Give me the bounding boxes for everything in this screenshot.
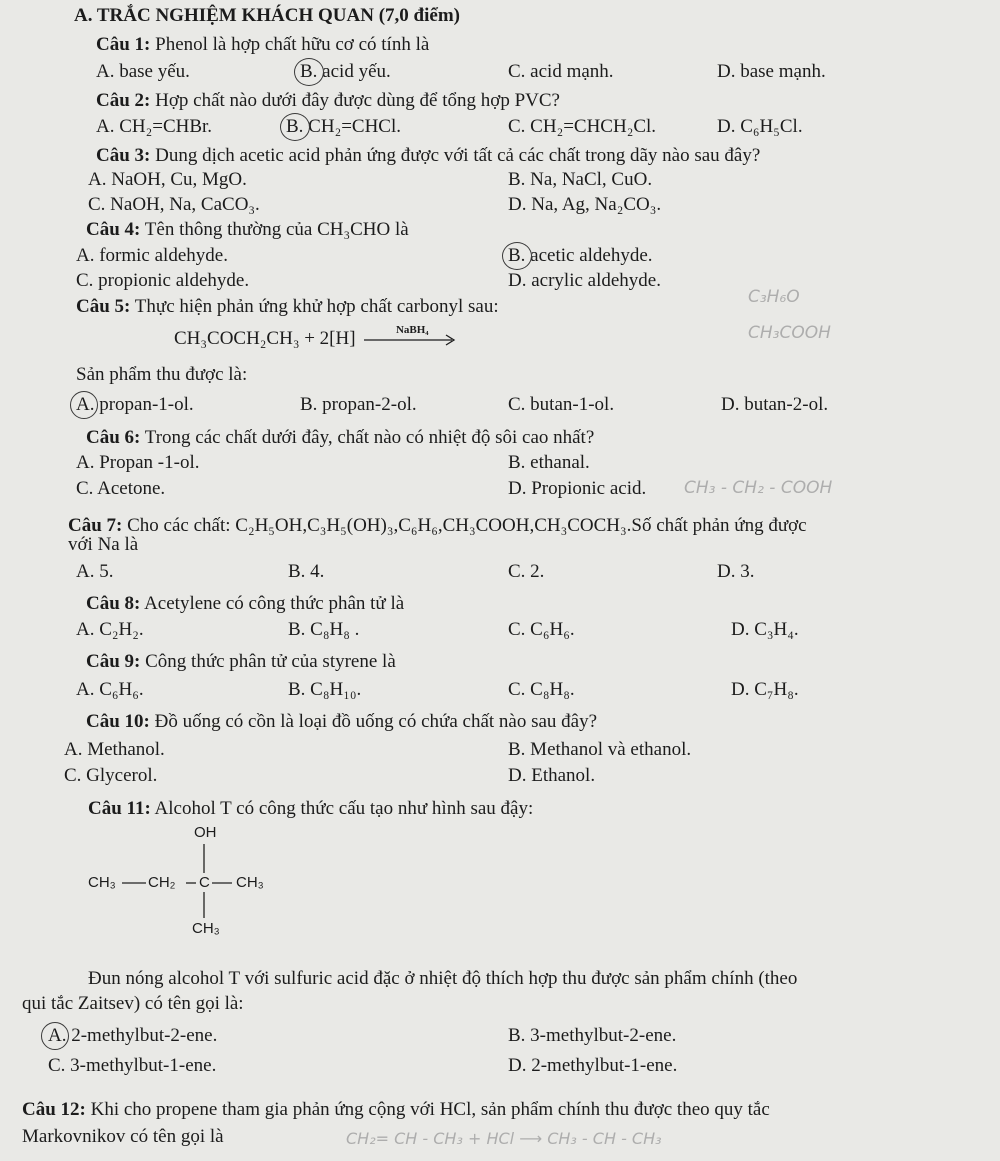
q5-product-prompt: Sản phẩm thu được là: [76,364,248,385]
question-text: Alcohol T có công thức cấu tạo như hình sau đậy: [154,798,534,819]
q7-option-c[interactable]: C. 2. [508,561,545,582]
question-label: Câu 12: [22,1099,86,1120]
question-12 [22,1098,770,1122]
q2-option-a[interactable]: A. CH₂=CHBr. [96,116,213,137]
q6-option-d[interactable]: D. Propionic acid. [508,478,647,499]
reaction-reagent: NaBH₄ [395,323,429,336]
question-9 [86,650,396,674]
q3-option-c[interactable]: C. NaOH, Na, CaCO₃. [88,194,260,215]
q4-option-a[interactable]: A. formic aldehyde. [76,245,228,266]
section-title: A. TRẮC NGHIỆM KHÁCH QUAN (7,0 điểm) [74,5,460,26]
q1-option-d[interactable]: D. base mạnh. [717,61,826,82]
q1-option-b[interactable]: B. acid yếu. [300,61,391,82]
reaction-reactants: CH₃COCH₂CH₃ + 2[H] [174,328,356,349]
handwritten-note: CH₃ - CH₂ - COOH [684,478,833,498]
formula-ch2: CH₂ [148,874,176,891]
q6-option-c[interactable]: C. Acetone. [76,478,166,499]
question-label: Câu 1: [96,34,151,55]
q9-option-d[interactable]: D. C₇H₈. [731,679,799,700]
q3-option-d[interactable]: D. Na, Ag, Na₂CO₃. [508,194,662,215]
question-text: Dung dịch acetic acid phản ứng được với tất cả các chất trong dãy nào sau đây? [155,145,761,166]
formula-c-center: C [199,874,210,891]
formula-ch3-bottom: CH₃ [192,920,220,937]
question-7-cont: với Na là [68,534,139,555]
q6-option-a[interactable]: A. Propan -1-ol. [76,452,200,473]
q4-option-b[interactable]: B. acetic aldehyde. [508,245,653,266]
q4-option-d[interactable]: D. acrylic aldehyde. [508,270,661,291]
q7-option-d[interactable]: D. 3. [717,561,755,582]
q3-option-a[interactable]: A. NaOH, Cu, MgO. [88,169,247,190]
q8-option-d[interactable]: D. C₃H₄. [731,619,799,640]
formula-ch3-right: CH₃ [236,874,264,891]
q5-option-b[interactable]: B. propan-2-ol. [300,394,417,415]
question-6 [86,426,594,450]
q5-option-d[interactable]: D. butan-2-ol. [721,394,829,415]
question-text: Công thức phân tử của styrene là [145,651,396,672]
question-text: Khi cho propene tham gia phản ứng cộng với HCl, sản phẩm chính thu được theo quy tắc [90,1099,770,1120]
q11-option-c[interactable]: C. 3-methylbut-1-ene. [48,1055,217,1076]
question-label: Câu 4: [86,219,141,240]
q9-option-b[interactable]: B. C₈H₁₀. [288,679,362,700]
q9-option-c[interactable]: C. C₈H₈. [508,679,575,700]
formula-ch3-left: CH₃ [88,874,116,891]
question-11 [88,797,533,821]
answer-circle [502,242,532,270]
q5-option-a[interactable]: A. propan-1-ol. [76,394,194,415]
q10-option-b[interactable]: B. Methanol và ethanol. [508,739,692,760]
question-text: Acetylene có công thức phân tử là [144,593,405,614]
q9-option-a[interactable]: A. C₆H₆. [76,679,144,700]
answer-circle [41,1022,69,1050]
question-label: Câu 2: [96,90,151,111]
q11-option-b[interactable]: B. 3-methylbut-2-ene. [508,1025,677,1046]
question-label: Câu 8: [86,593,141,614]
question-label: Câu 6: [86,427,141,448]
q7-option-b[interactable]: B. 4. [288,561,325,582]
question-5 [76,295,499,319]
q5-option-c[interactable]: C. butan-1-ol. [508,394,615,415]
q2-option-d[interactable]: D. C₆H₅Cl. [717,116,803,137]
question-text: Trong các chất dưới đây, chất nào có nhiệt độ sôi cao nhất? [144,427,595,448]
q8-option-c[interactable]: C. C₆H₆. [508,619,575,640]
q2-option-b[interactable]: B. CH₂=CHCl. [286,116,402,137]
q6-option-b[interactable]: B. ethanal. [508,452,590,473]
q11-option-a[interactable]: A. 2-methylbut-2-ene. [48,1025,218,1046]
question-label: Câu 5: [76,296,131,317]
answer-circle [294,58,324,86]
q8-option-a[interactable]: A. C₂H₂. [76,619,144,640]
question-11-cont: Đun nóng alcohol T với sulfuric acid đặc ở nhiệt độ thích hợp thu được sản phẩm chính (theo [88,968,798,989]
question-text: Tên thông thường của CH₃CHO là [144,219,409,240]
question-text: Thực hiện phản ứng khử hợp chất carbonyl sau: [134,296,499,317]
reaction-arrow [364,323,460,350]
question-4 [86,218,409,242]
q2-option-c[interactable]: C. CH₂=CHCH₂Cl. [508,116,657,137]
question-label: Câu 9: [86,651,141,672]
question-12-cont: Markovnikov có tên gọi là [22,1126,224,1147]
q1-option-c[interactable]: C. acid mạnh. [508,61,614,82]
question-label: Câu 3: [96,145,151,166]
q11-option-d[interactable]: D. 2-methylbut-1-ene. [508,1055,678,1076]
answer-circle [280,113,310,141]
handwritten-note: CH₃COOH [748,323,831,343]
question-7 [68,514,807,538]
question-10 [86,710,597,734]
structural-formula [80,822,300,938]
q8-option-b[interactable]: B. C₈H₈ . [288,619,360,640]
formula-oh: OH [194,824,217,841]
handwritten-note: C₃H₆O [748,287,800,307]
question-11-cont2: qui tắc Zaitsev) có tên gọi là: [22,993,244,1014]
question-2 [96,89,560,113]
q3-option-b[interactable]: B. Na, NaCl, CuO. [508,169,653,190]
question-text: Phenol là hợp chất hữu cơ có tính là [155,34,430,55]
question-label: Câu 10: [86,711,150,732]
question-label: Câu 7: [68,515,123,536]
question-8 [86,592,404,616]
answer-circle [70,391,98,419]
question-text: Hợp chất nào dưới đây được dùng để tổng hợp PVC? [155,90,560,111]
handwritten-note: CH₂= CH - CH₃ + HCl ⟶ CH₃ - CH - CH₃ [346,1129,662,1148]
question-1 [96,33,429,57]
q10-option-c[interactable]: C. Glycerol. [64,765,158,786]
question-3 [96,144,760,168]
q7-option-a[interactable]: A. 5. [76,561,114,582]
question-text: Đồ uống có cồn là loại đồ uống có chứa chất nào sau đây? [154,711,598,732]
q4-option-c[interactable]: C. propionic aldehyde. [76,270,250,291]
reaction-equation [174,323,460,351]
question-label: Câu 11: [88,798,151,819]
q1-option-a[interactable]: A. base yếu. [96,61,190,82]
question-text: Cho các chất: C₂H₅OH,C₃H₅(OH)₃,C₆H₆,CH₃COOH,CH₃COCH₃.Số chất phản ứng được [127,515,807,536]
q10-option-a[interactable]: A. Methanol. [64,739,165,760]
q10-option-d[interactable]: D. Ethanol. [508,765,596,786]
